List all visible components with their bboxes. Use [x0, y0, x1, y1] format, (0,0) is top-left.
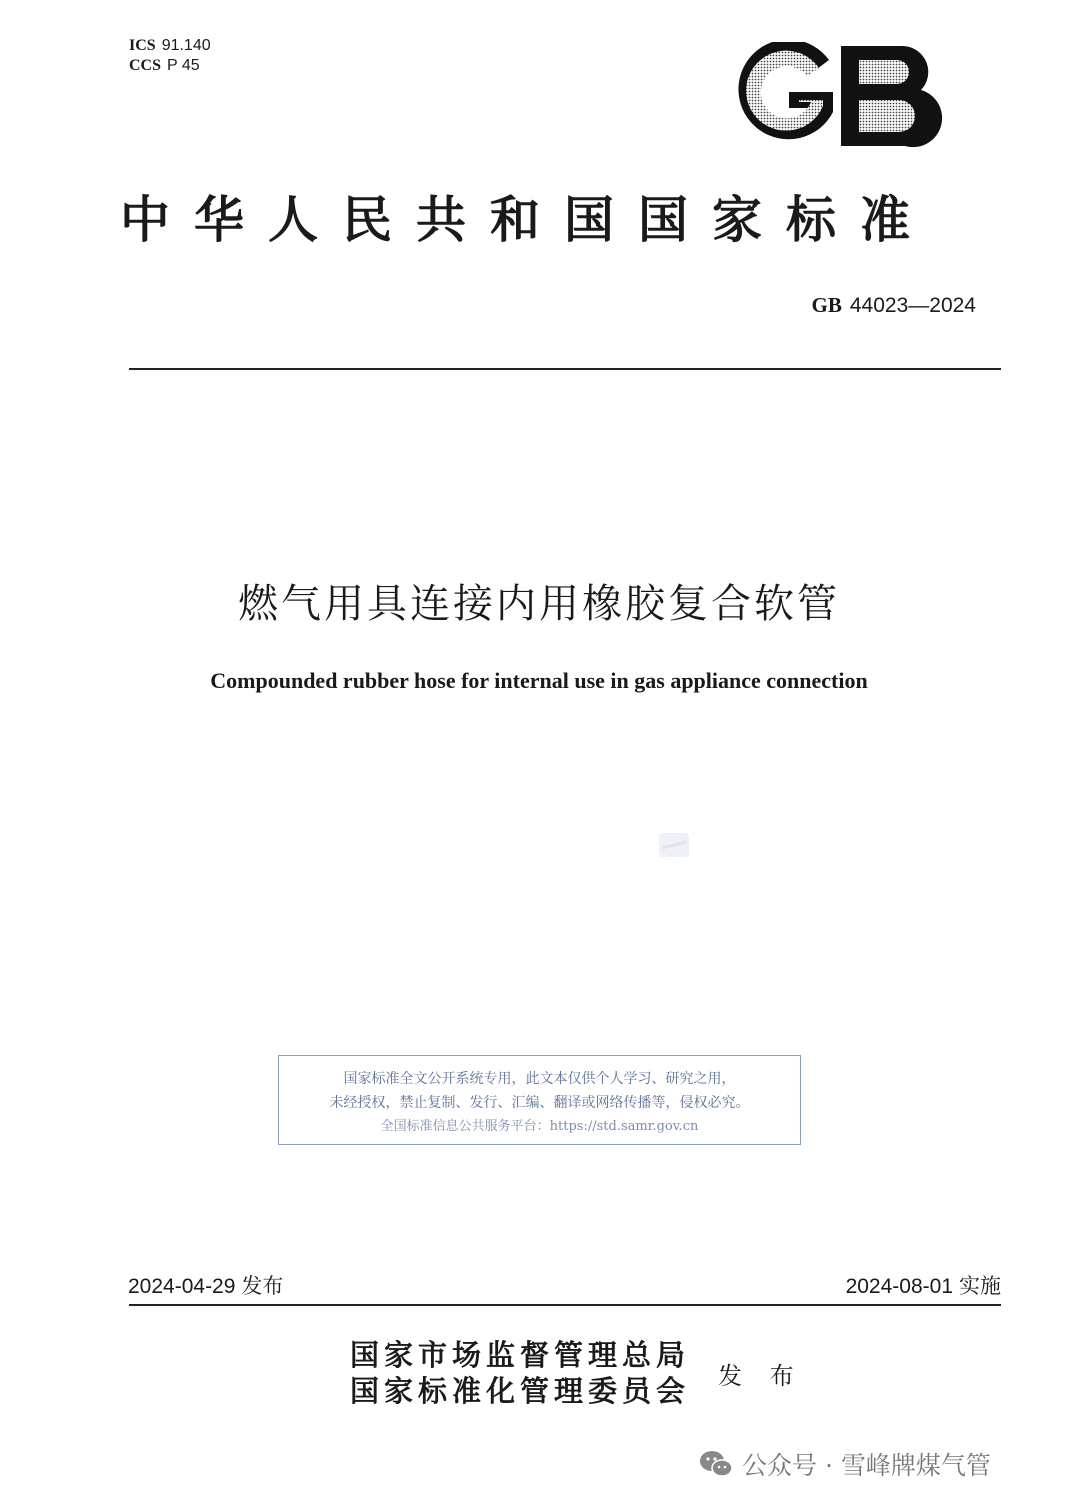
gb-logo-icon	[733, 42, 945, 150]
publish-label: 发 布	[718, 1362, 804, 1390]
publisher-organizations	[350, 1337, 690, 1409]
standard-number: GB 44023—2024	[811, 293, 976, 317]
publisher-org-2: 国家标准化管理委员会	[350, 1374, 691, 1408]
publisher-org-1: 国家市场监督管理总局	[350, 1338, 691, 1372]
wechat-footer	[698, 1446, 991, 1482]
notice-line-2: 未经授权，禁止复制、发行、汇编、翻译或网络传播等，侵权必究。	[329, 1095, 750, 1111]
notice-line-1: 国家标准全文公开系统专用，此文本仅供个人学习、研究之用，	[343, 1071, 736, 1087]
top-divider	[129, 368, 1001, 370]
bottom-divider	[129, 1304, 1001, 1306]
ccs-code: CCS P 45	[129, 57, 200, 74]
notice-line-3: 全国标准信息公共服务平台：https://std.samr.gov.cn	[380, 1119, 699, 1134]
copyright-notice	[278, 1055, 801, 1145]
title-chinese: 燃气用具连接内用橡胶复合软管	[238, 581, 840, 627]
watermark-icon	[658, 832, 690, 858]
issue-date: 2024-04-29 发布	[128, 1274, 284, 1298]
implementation-date: 2024-08-01 实施	[845, 1274, 1001, 1298]
classification-codes	[129, 36, 211, 76]
footer-text: 公众号 · 雪峰牌煤气管	[742, 1451, 991, 1480]
ics-code: ICS 91.140	[129, 37, 211, 54]
wechat-icon	[698, 1449, 734, 1479]
title-english: Compounded rubber hose for internal use in gas appliance connection	[210, 668, 868, 693]
national-standard-title: 中华人民共和国国家标准	[120, 190, 934, 249]
